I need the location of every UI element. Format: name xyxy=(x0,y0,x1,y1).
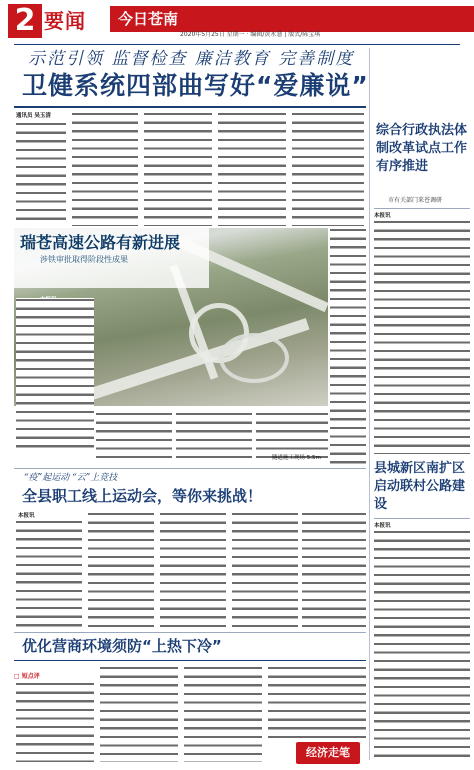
environment-underline xyxy=(14,660,366,661)
environment-text-column xyxy=(100,666,178,762)
section-title: 要闻 xyxy=(44,9,86,33)
environment-text-column xyxy=(268,666,366,738)
lead-text-column xyxy=(292,112,364,226)
lead-underline xyxy=(14,106,366,108)
section-divider xyxy=(14,468,366,469)
union-text-column xyxy=(16,520,82,630)
dateline: 2020年5月25日 星期一 · 编辑/黄永慧 | 版式/陈宝琪 xyxy=(180,31,321,38)
lead-subtitle: 示范引领 监督检查 廉洁教育 完善制度 xyxy=(28,49,355,69)
photo-story-text-column xyxy=(176,412,252,464)
environment-text-column xyxy=(184,666,262,762)
union-dateline: 本报讯 xyxy=(18,513,35,519)
lead-text-column xyxy=(218,112,286,226)
union-headline: 全县职工线上运动会，等你来挑战！ xyxy=(22,487,263,505)
section-divider xyxy=(14,632,366,633)
union-text-column xyxy=(232,512,298,630)
column-badge: 经济走笔 xyxy=(296,742,360,764)
right-dateline-2: 本报讯 xyxy=(374,523,391,529)
photo-story-text-column xyxy=(330,228,366,464)
page-number: 2 xyxy=(8,4,42,38)
environment-headline: 优化营商环境须防“上热下冷” xyxy=(22,637,222,655)
right-headline-1: 综合行政执法体制改革试点工作有序推进 xyxy=(376,123,468,174)
photo-story-text-column xyxy=(96,412,172,464)
right-headline-2: 县城新区南扩区启动联村公路建设 xyxy=(374,461,466,512)
right-subhead-1: 市有关部门来苍调研 xyxy=(388,197,443,204)
environment-text-column xyxy=(16,682,94,762)
lead-text-column xyxy=(72,112,138,226)
right-text-column xyxy=(374,220,470,454)
photo-caption-right: 隧道施工现场 5.5m xyxy=(272,455,321,461)
union-kicker: “疫”起运动 “云”上竞技 xyxy=(24,473,118,483)
photo-story-text-column xyxy=(16,298,94,448)
union-text-column xyxy=(88,512,154,630)
lead-byline: 通讯员 吴玉清 xyxy=(16,113,51,119)
right-dateline-1: 本报讯 xyxy=(374,213,391,219)
lead-headline: 卫健系统四部曲写好“爱廉说” xyxy=(22,71,369,100)
right-text-column xyxy=(374,530,470,758)
photo-story-headline: 瑞苍高速公路有新进展 xyxy=(20,233,181,252)
lead-text-column xyxy=(144,112,212,226)
right-divider xyxy=(374,518,470,519)
union-text-column xyxy=(302,512,366,630)
union-text-column xyxy=(160,512,226,630)
photo-story-subtitle: 涉铁审批取得阶段性成果 xyxy=(40,255,128,264)
column-divider xyxy=(369,48,370,760)
lead-text-column xyxy=(16,122,66,226)
environment-tag: □ 短点评 xyxy=(14,673,40,680)
right-divider xyxy=(374,208,470,209)
masthead-divider xyxy=(14,44,460,45)
newspaper-brand: 今日苍南 xyxy=(118,10,179,28)
